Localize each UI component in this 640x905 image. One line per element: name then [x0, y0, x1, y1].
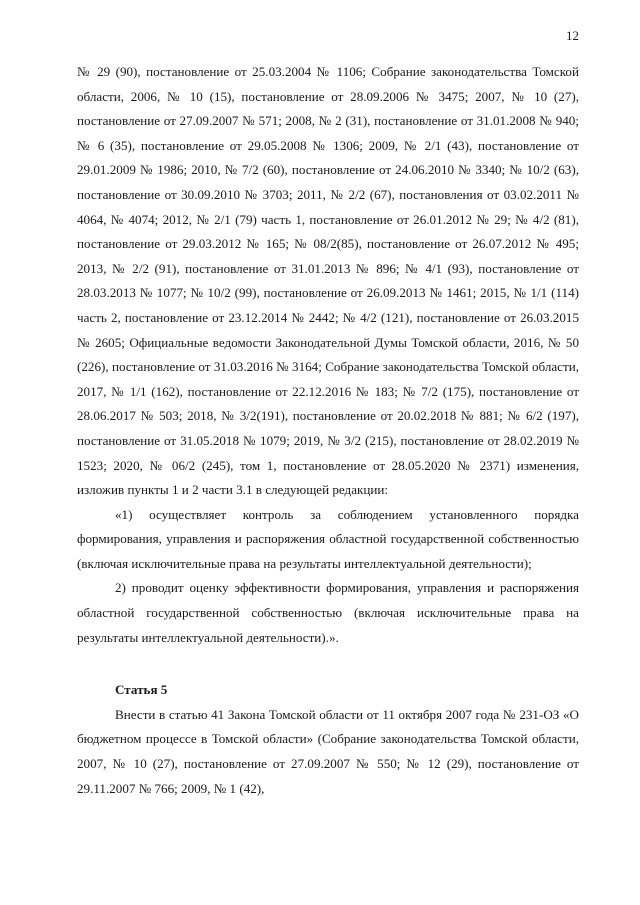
- paragraph-amendment-sources: № 29 (90), постановление от 25.03.2004 № 1106; Собрание законодательства Томской области, 2006, № 10 (15), постановление от 28.09.2006 № 3475; 2007, № 10 (27), постановление от 27.09.2007 № 571; 2008, № 2 (31), постановление от 31.01.2008 № 940; № 6 (35), постановление от 29.05.2008 № 1306; 2009, № 2/1 (43), постановление от 29.01.2009 № 1986; 2010, № 7/2 (60), постановление от 24.06.2010 № 3340; № 10/2 (63), постановление от 30.09.2010 № 3703; 2011, № 2/2 (67), постановления от 03.02.2011 № 4064, № 4074; 2012, № 2/1 (79) часть 1, постановление от 26.01.2012 № 29; № 4/2 (81), постановление от 29.03.2012 № 165; № 08/2(85), постановление от 26.07.2012 № 495; 2013, № 2/2 (91), постановление от 31.01.2013 № 896; № 4/1 (93), постановление от 28.03.2013 № 1077; № 10/2 (99), постановление от 26.09.2013 № 1461; 2015, № 1/1 (114) часть 2, постановление от 23.12.2014 № 2442; № 4/2 (121), постановление от 26.03.2015 № 2605; Официальные ведомости Законодательной Думы Томской области, 2016, № 50 (226), постановление от 31.03.2016 № 3164; Собрание законодательства Томской области, 2017, № 1/1 (162), постановление от 22.12.2016 № 183; № 7/2 (175), постановление от 28.06.2017 № 503; 2018, № 3/2(191), постановление от 20.02.2018 № 881; № 6/2 (197), постановление от 31.05.2018 № 1079; 2019, № 3/2 (215), постановление от 28.02.2019 № 1523; 2020, № 06/2 (245), том 1, постановление от 28.05.2020 № 2371) изменения, изложив пункты 1 и 2 части 3.1 в следующей редакции:: [77, 64, 579, 498]
- paragraph-item-2: 2) проводит оценку эффективности формирования, управления и распоряжения областной государственной собственностью (включая исключительные права на результаты интеллектуальной деятельности).».: [77, 580, 579, 645]
- document-body: [77, 60, 579, 801]
- paragraph-item-1: «1) осуществляет контроль за соблюдением установленного порядка формирования, управления и распоряжения областной государственной собственностью (включая исключительные права на результаты интеллектуальной деятельности);: [77, 506, 579, 571]
- article-5-heading: Статья 5: [115, 682, 168, 698]
- article-5-text: Внести в статью 41 Закона Томской области от 11 октября 2007 года № 231-ОЗ «О бюджетном процессе в Томской области» (Собрание законодательства Томской области, 2007, № 10 (27), постановление от 27.09.2007 № 550; № 12 (29), постановление от 29.11.2007 № 766; 2009, № 1 (42),: [77, 706, 579, 796]
- page-number: 12: [566, 28, 579, 43]
